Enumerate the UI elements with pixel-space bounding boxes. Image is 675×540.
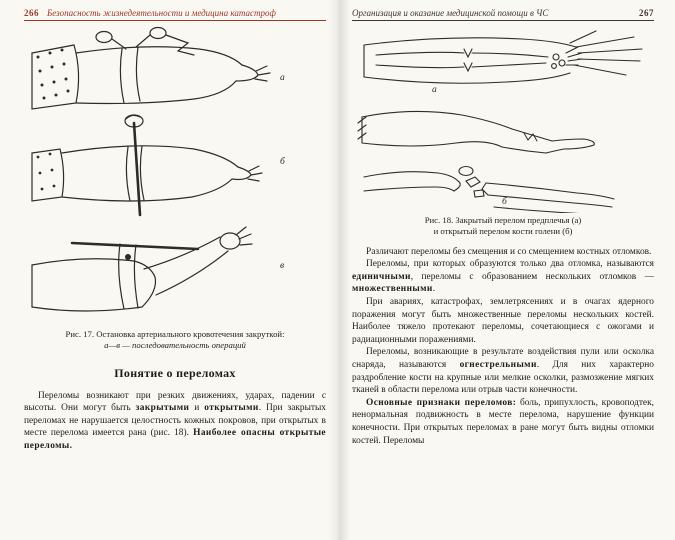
figure-17-caption (24, 329, 326, 352)
text-run-bold: закрытыми (135, 403, 190, 414)
text-run-bold: открытыми (204, 403, 259, 414)
paragraph-single-multiple (352, 258, 654, 296)
text-run-bold: множественными (352, 284, 433, 295)
figure-18-caption-line1: Рис. 18. Закрытый перелом предплечья (а) (424, 215, 582, 225)
paragraph-disasters (352, 296, 654, 346)
running-title-right: Организация и оказание медицинской помощи в ЧС (352, 8, 549, 18)
tourniquet-stage-c-drawing (32, 227, 252, 311)
page-number-right: 267 (639, 8, 654, 18)
figure-18-caption (352, 215, 654, 238)
text-run: При авариях, катастрофах, землетрясениях и в очагах ядерного поражения могут быть множественные переломы нескольких костей. Наиболее тяжело протекают переломы, сочетающиеся с ожогами и радиационными поражениями. (352, 297, 654, 345)
forearm-skeleton-drawing (364, 31, 642, 83)
figure-18-caption-line2: и открытый перелом кости голени (б) (433, 226, 573, 237)
figure-18-label-b: б (502, 197, 507, 207)
tourniquet-stage-a-drawing (32, 28, 270, 110)
figure-17-label-b: б (280, 157, 285, 167)
book-gutter (328, 0, 350, 540)
page-number-left: 266 (24, 8, 39, 18)
page-right (352, 8, 654, 532)
figure-17-caption-line2: а—в — последовательность операций (104, 340, 246, 351)
figure-18 (352, 29, 654, 213)
text-run: . Для них характерно раздробление кости на крупные или мелкие осколки, размозжение мягких тканей в области перелома или отрыв части конечности. (352, 359, 654, 396)
fracture-illustration (352, 29, 652, 213)
paragraph-symptoms (352, 397, 654, 447)
page-left (24, 8, 326, 532)
text-run: Переломы, возникающие в результате воздействия пули или осколка снаряда, называются (352, 347, 654, 370)
text-run-bold: огнестрельными (459, 359, 537, 370)
text-run-bold: единичными (352, 271, 411, 282)
text-run: Переломы возникают при резких движениях, ударах, падении с высоты. Они могут быть (24, 390, 326, 414)
text-run-bold: Наиболее опасны открытые переломы. (24, 428, 326, 451)
leg-drawing (358, 111, 594, 153)
section-heading: Понятие о переломах (114, 365, 236, 380)
text-run: Переломы, при которых образуются только два отломка, называются (366, 259, 654, 270)
paragraph-gunshot (352, 346, 654, 396)
running-title-left: Безопасность жизнедеятельности и медицина катастроф (47, 8, 276, 18)
broken-bones-drawing (364, 167, 614, 214)
figure-17-label-a: а (280, 73, 285, 83)
figure-17-label-v: в (280, 261, 285, 271)
right-page-text-column (352, 246, 654, 448)
running-header-right (352, 8, 654, 21)
text-run-bold: Основные признаки переломов: (366, 397, 517, 408)
paragraph-fractures-intro (24, 390, 326, 453)
text-run: Различают переломы без смещения и со смещением костных отломков. (366, 246, 652, 257)
text-run: . При закрытых переломах не нарушается целостность кожных покровов, при открытых в месте перелома имеется рана (рис. 18). (24, 403, 326, 439)
figure-18-label-a: а (432, 85, 437, 95)
figure-17 (24, 25, 326, 327)
text-run: , переломы с образованием нескольких отломков — (410, 271, 654, 282)
text-run: и (189, 403, 205, 414)
paragraph-displacement (352, 246, 654, 259)
running-header-left (24, 8, 326, 21)
text-run: боль, припухлость, кровоподтек, ненормальная подвижность в месте перелома, нарушение функции конечности. При открытых переломах в ране могут быть видны отломки костей. Переломы (352, 397, 654, 446)
tourniquet-stage-b-drawing (32, 115, 262, 215)
text-run: . (432, 284, 436, 295)
tourniquet-illustration (24, 25, 324, 327)
figure-17-caption-line1: Рис. 17. Остановка артериального кровотечения закруткой: (65, 329, 285, 339)
